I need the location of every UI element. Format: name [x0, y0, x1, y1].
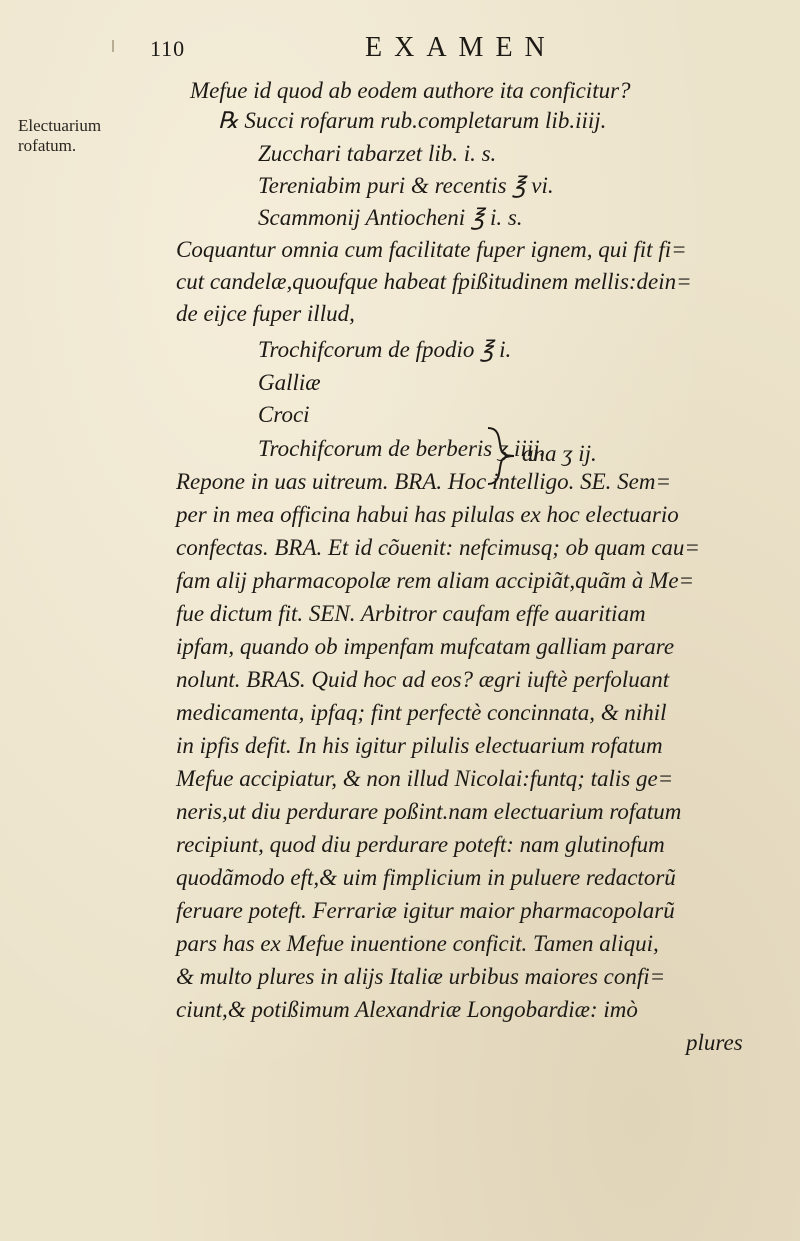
text-line: plures [686, 1030, 743, 1055]
text-line: recipiunt, quod diu perdurare poteft: nam glutinofum [176, 832, 665, 857]
text-line: per in mea officina habui has pilulas ex hoc electuario [176, 502, 679, 527]
brace-quantity: ana ʒ ij. [522, 441, 597, 466]
text-line: neris,ut diu perdurare poßint.nam electuarium rofatum [176, 799, 682, 824]
text-line: Repone in uas uitreum. BRA. Hoc intelligo. SE. Sem= [176, 469, 672, 494]
text-line: Trochifcorum de fpodio ℥ i. [258, 337, 512, 362]
text-line: in ipfis defit. In his igitur pilulis electuarium rofatum [176, 733, 663, 758]
margin-note-line: rofatum. [18, 136, 77, 155]
text-line: ℞ Succi rofarum rub.completarum lib.iiij. [218, 108, 607, 133]
text-line: medicamenta, ipfaq; fint perfectè concinnata, & nihil [176, 700, 667, 725]
text-line: fam alij pharmacopolæ rem aliam accipiãt,quãm à Me= [176, 568, 695, 593]
text-line: Mefue accipiatur, & non illud Nicolai:funtq; talis ge= [176, 766, 674, 791]
text-line: Tereniabim puri & recentis ℥ vi. [258, 173, 554, 198]
text-line: Galliæ [258, 370, 321, 395]
text-line: Zucchari tabarzet lib. i. s. [258, 141, 497, 166]
text-line: Scammonij Antiocheni ℥ i. s. [258, 205, 523, 230]
page-number: 110 [150, 36, 186, 61]
text-line: Coquantur omnia cum facilitate fuper ignem, qui fit fi= [176, 237, 687, 262]
text-line: & multo plures in alijs Italiæ urbibus maiores confi= [176, 964, 666, 989]
text-line: confectas. BRA. Et id cõuenit: nefcimusq; ob quam cau= [176, 535, 700, 560]
text-line: pars has ex Mefue inuentione conficit. Tamen aliqui, [176, 931, 659, 956]
text-line: quodãmodo eft,& uim fimplicium in puluere redactorũ [176, 865, 676, 890]
running-head: EXAMEN [365, 32, 557, 63]
text-line: feruare poteft. Ferrariæ igitur maior pharmacopolarũ [176, 898, 675, 923]
text-line: ciunt,& potißimum Alexandriæ Longobardiæ: imò [176, 997, 638, 1022]
text-line: Trochifcorum de berberis ʒ iiij. [258, 436, 546, 461]
curly-brace-icon [484, 424, 524, 488]
text-line: fue dictum fit. SEN. Arbitror caufam effe auaritiam [176, 601, 646, 626]
text-line: ipfam, quando ob impenfam mufcatam galliam parare [176, 634, 675, 659]
margin-note-line: Electuarium [18, 116, 102, 135]
text-line: nolunt. BRAS. Quid hoc ad eos? ægri iuftè perfoluant [176, 667, 670, 692]
text-line: Croci [258, 402, 310, 427]
text-line: Mefue id quod ab eodem authore ita conficitur? [190, 78, 631, 103]
text-line: de eijce fuper illud, [176, 301, 355, 326]
text-line: cut candelæ,quoufque habeat fpißitudinem mellis:dein= [176, 269, 692, 294]
